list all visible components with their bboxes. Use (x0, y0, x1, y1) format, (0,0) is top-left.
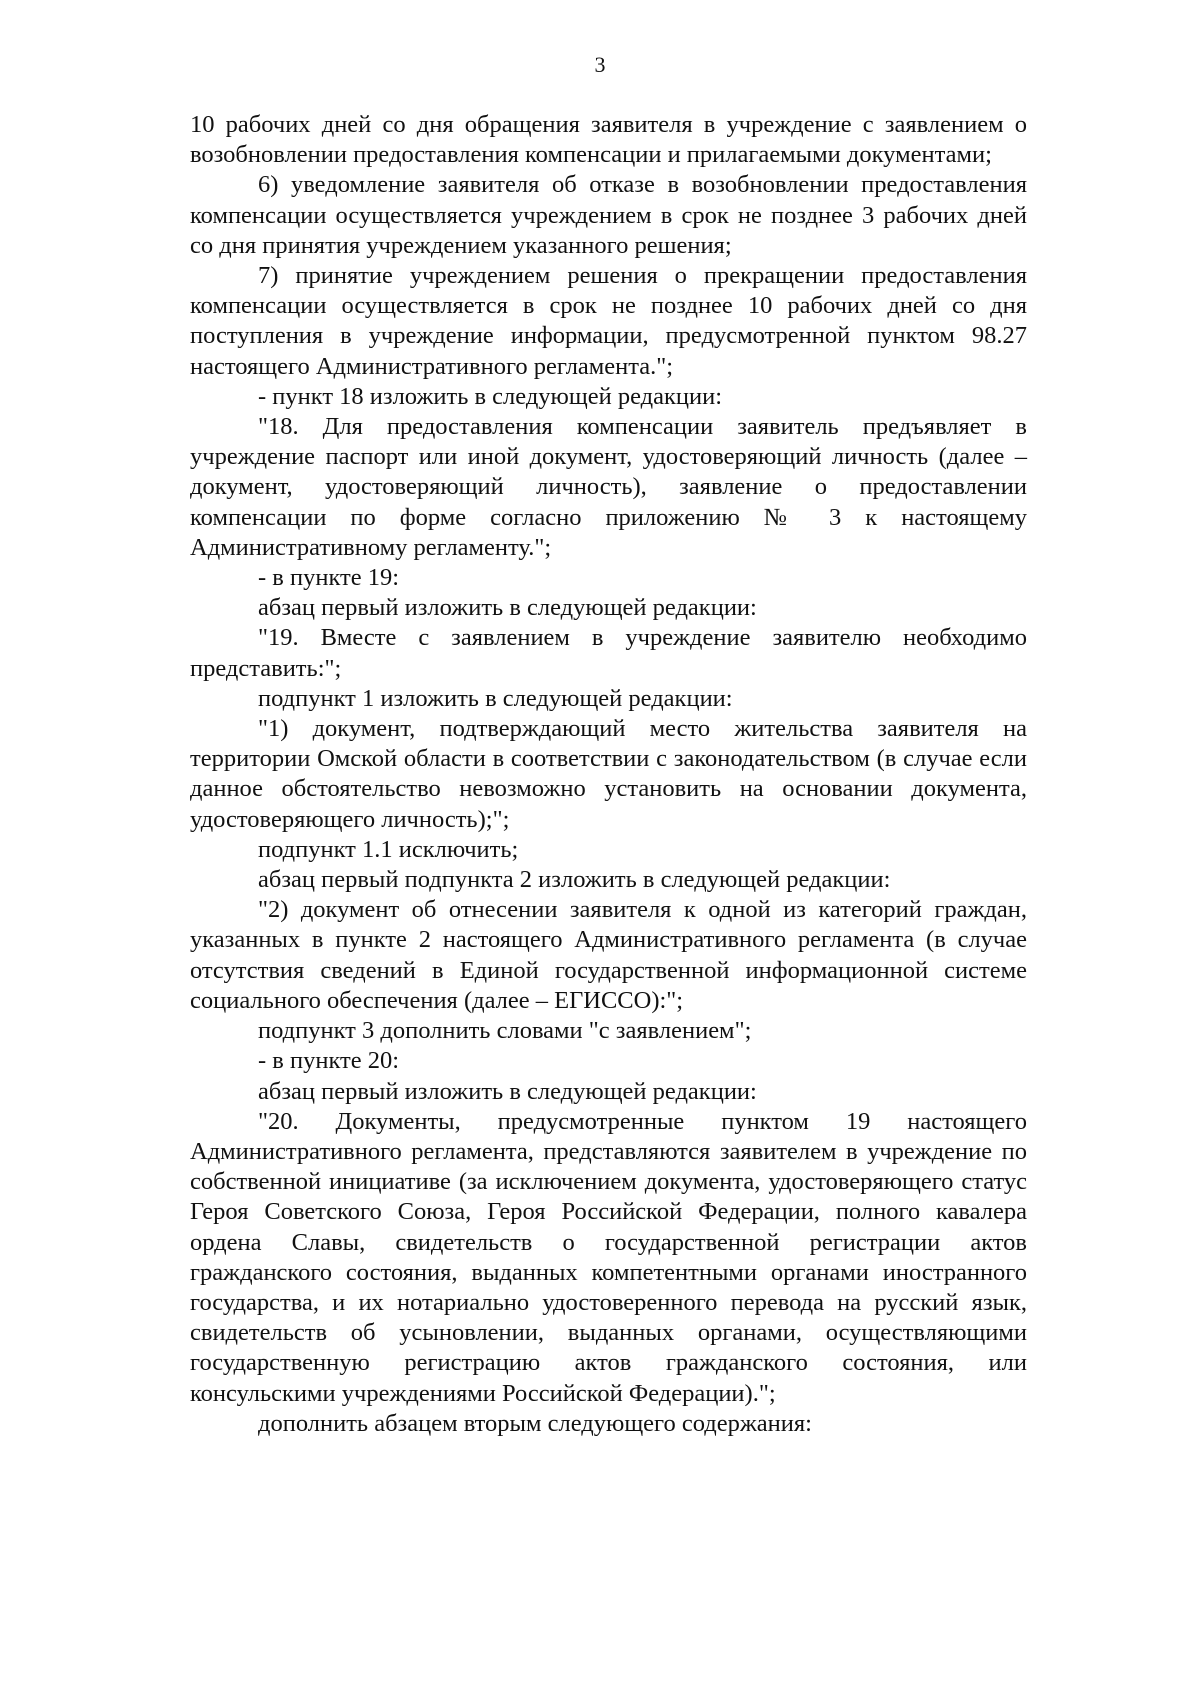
paragraph: абзац первый изложить в следующей редакции: (258, 1077, 757, 1105)
paragraph: 7) принятие учреждением решения о прекращении предоставления компенсации осуществляется в срок не позднее 10 рабочих дней со дня поступления в учреждение информации, предусмотренной пунктом 98.27 настоящего Административного регламента."; (190, 262, 1027, 380)
paragraph: "1) документ, подтверждающий место жительства заявителя на территории Омской области в соответствии с законодательством (в случае если данное обстоятельство невозможно установить на основании документа, удостоверяющего личность);"; (190, 715, 1027, 833)
page-number: 3 (594, 52, 606, 77)
paragraph: подпункт 3 дополнить словами "с заявлением"; (258, 1017, 752, 1045)
paragraph: "18. Для предоставления компенсации заявитель предъявляет в учреждение паспорт или иной документ, удостоверяющий личность (далее – документ, удостоверяющий личность), заявление о предоставлении компенсации по форме согласно приложению № 3 к настоящему Административному регламенту."; (190, 413, 1027, 561)
paragraph: "20. Документы, предусмотренные пунктом 19 настоящего Административного регламента, представляются заявителем в учреждение по собственной инициативе (за исключением документа, удостоверяющего статус Героя Советского Союза, Героя Российской Федерации, полного кавалера ордена Славы, свидетельств о государственной регистрации актов гражданского состояния, выданных компетентными органами иностранного государства, и их нотариально удостоверенного перевода на русский язык, свидетельств об усыновлении, выданных органами, осуществляющими государственную регистрацию актов гражданского состояния, или консульскими учреждениями Российской Федерации)."; (190, 1107, 1027, 1407)
paragraph: - в пункте 20: (258, 1047, 400, 1075)
paragraph: 10 рабочих дней со дня обращения заявителя в учреждение с заявлением о возобновлении предоставления компенсации и прилагаемыми документами; (190, 111, 1027, 169)
paragraph: дополнить абзацем вторым следующего содержания: (258, 1409, 812, 1437)
paragraph: подпункт 1.1 исключить; (258, 835, 519, 863)
document-body (190, 110, 1027, 1439)
paragraph: "2) документ об отнесении заявителя к одной из категорий граждан, указанных в пункте 2 настоящего Административного регламента (в случае отсутствия сведений в Единой государственной информационной системе социального обеспечения (далее – ЕГИССО):"; (190, 896, 1027, 1014)
paragraph: 6) уведомление заявителя об отказе в возобновлении предоставления компенсации осуществляется учреждением в срок не позднее 3 рабочих дней со дня принятия учреждением указанного решения; (190, 171, 1027, 259)
paragraph: - в пункте 19: (258, 564, 400, 592)
paragraph: - пункт 18 изложить в следующей редакции: (258, 382, 723, 410)
paragraph: абзац первый изложить в следующей редакции: (258, 594, 757, 622)
paragraph: "19. Вместе с заявлением в учреждение заявителю необходимо представить:"; (190, 624, 1027, 682)
paragraph: подпункт 1 изложить в следующей редакции: (258, 684, 733, 712)
paragraph: абзац первый подпункта 2 изложить в следующей редакции: (258, 866, 891, 894)
